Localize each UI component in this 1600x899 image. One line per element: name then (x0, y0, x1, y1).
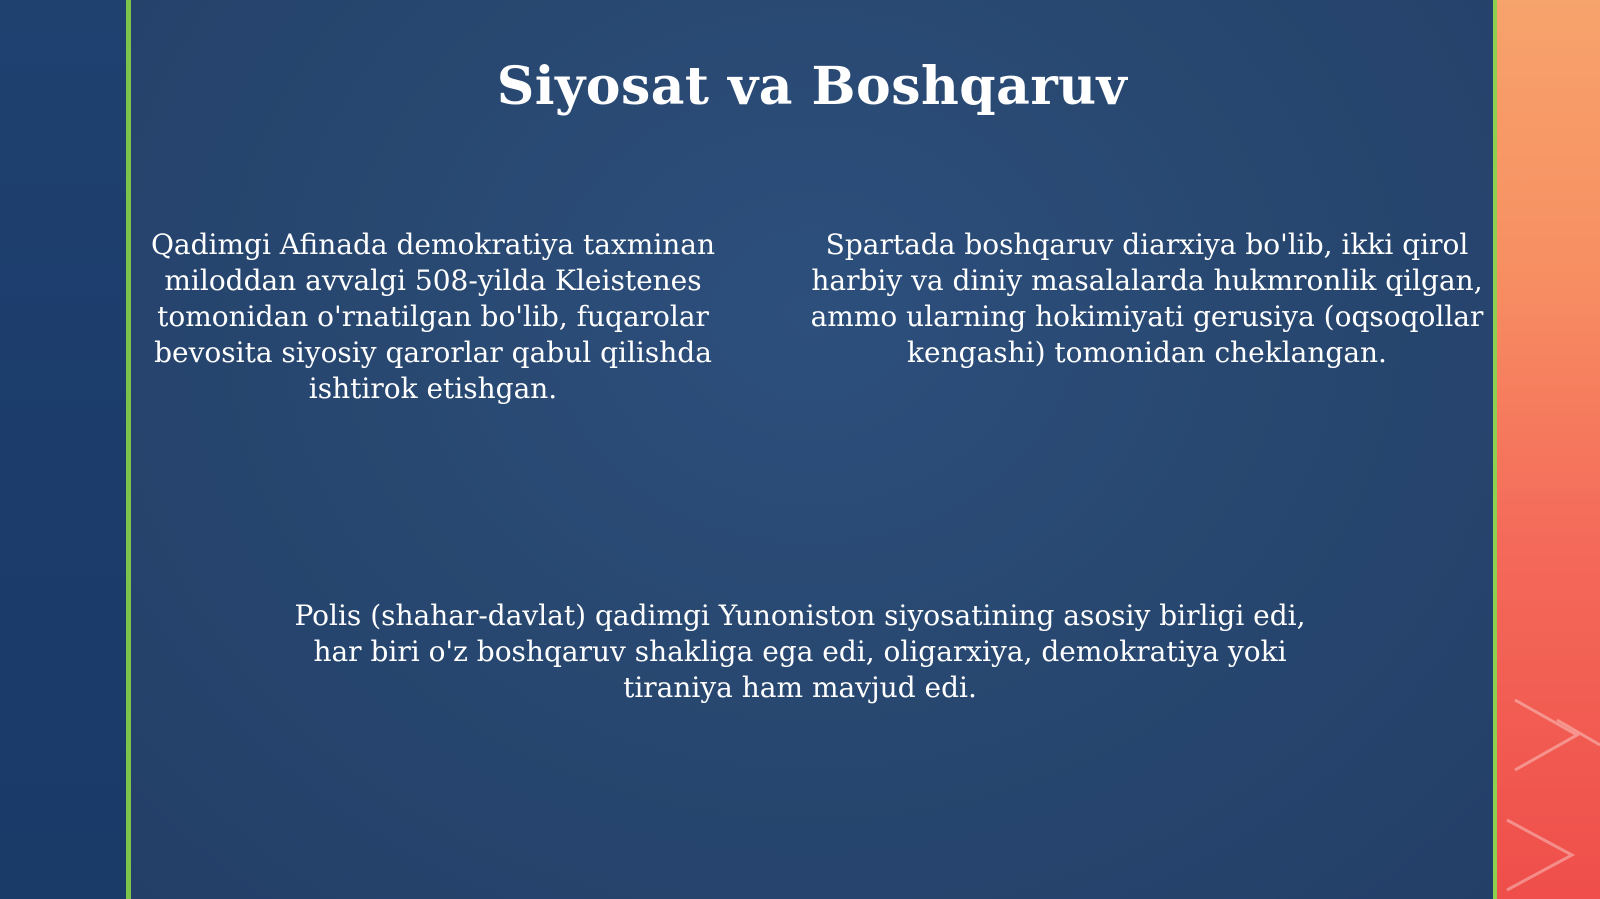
athens-democracy-paragraph: Qadimgi Afinada demokratiya taxminan miloddan avvalgi 508-yilda Kleistenes tomonidan o'rnatilgan bo'lib, fuqarolar bevosita siyosiy qarorlar qabul qilishda ishtirok etishgan. (150, 228, 716, 405)
chevron-decoration-icon (1497, 680, 1600, 899)
left-decorative-band (0, 0, 127, 899)
content-panel (131, 0, 1493, 899)
slide-title: Siyosat va Boshqaruv (496, 56, 1128, 117)
sparta-governance-paragraph: Spartada boshqaruv diarxiya bo'lib, ikki qirol harbiy va diniy masalalarda hukmronlik qilgan, ammo ularning hokimiyati gerusiya (oqsoqollar kengashi) tomonidan cheklangan. (810, 228, 1484, 369)
polis-paragraph: Polis (shahar-davlat) qadimgi Yunoniston siyosatining asosiy birligi edi, har biri o'z boshqaruv shakliga ega edi, oligarxiya, demokratiya yoki tiraniya ham mavjud edi. (294, 599, 1306, 704)
